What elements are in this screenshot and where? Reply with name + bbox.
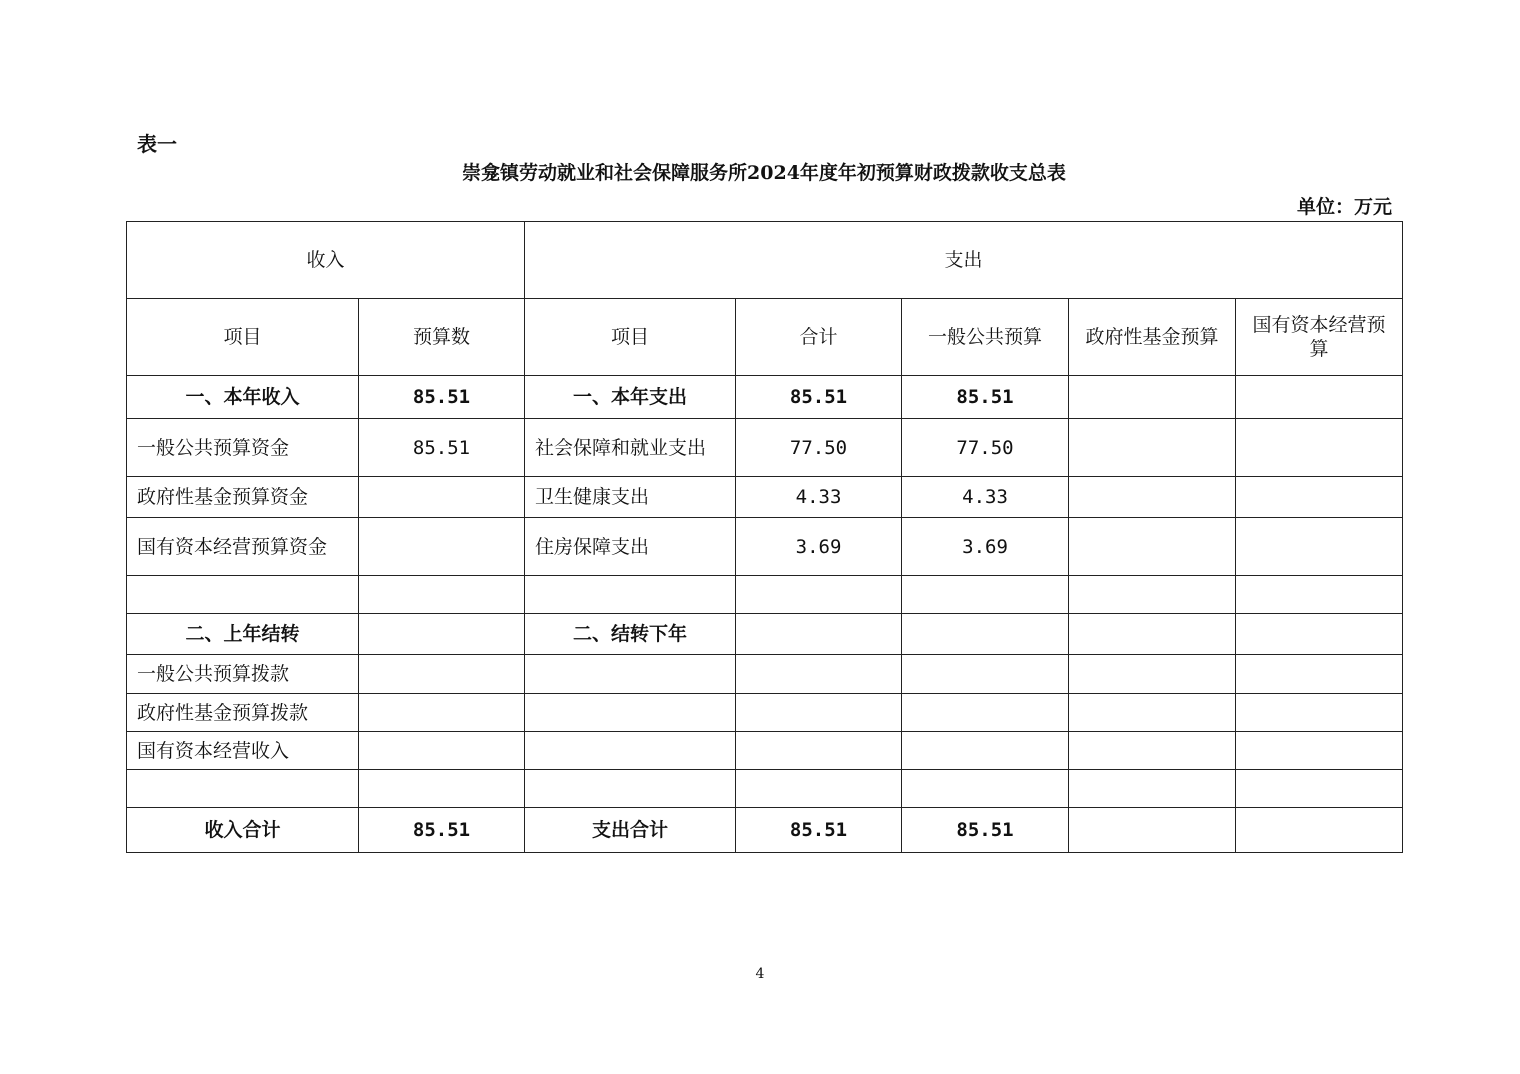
column-header: 国有资本经营预算 [1236, 299, 1403, 376]
table-cell [1236, 808, 1403, 853]
table-cell [1069, 732, 1236, 770]
table-cell: 政府性基金预算资金 [127, 477, 359, 518]
table-cell: 77.50 [736, 419, 902, 477]
table-label: 表一 [137, 132, 177, 156]
table-cell: 77.50 [902, 419, 1069, 477]
table-cell [359, 770, 525, 808]
table-cell [902, 655, 1069, 694]
table-row [127, 576, 1403, 614]
table-cell [736, 732, 902, 770]
column-header: 政府性基金预算 [1069, 299, 1236, 376]
table-cell [902, 614, 1069, 655]
table-row [127, 518, 1403, 576]
column-header: 项目 [525, 299, 736, 376]
table-row [127, 770, 1403, 808]
table-cell: 二、上年结转 [127, 614, 359, 655]
table-cell [1236, 732, 1403, 770]
table-cell [902, 576, 1069, 614]
group-header-row [127, 222, 1403, 299]
table-cell [1236, 477, 1403, 518]
table-cell: 85.51 [736, 376, 902, 419]
column-header: 预算数 [359, 299, 525, 376]
table-cell [127, 770, 359, 808]
total-row [127, 808, 1403, 853]
table-cell: 二、结转下年 [525, 614, 736, 655]
table-cell: 3.69 [902, 518, 1069, 576]
table-cell [525, 732, 736, 770]
table-cell: 住房保障支出 [525, 518, 736, 576]
table-row [127, 655, 1403, 694]
table-cell [525, 655, 736, 694]
column-header: 合计 [736, 299, 902, 376]
table-cell: 85.51 [359, 376, 525, 419]
table-cell [1069, 770, 1236, 808]
table-cell [736, 694, 902, 732]
table-cell: 85.51 [902, 808, 1069, 853]
table-cell: 政府性基金预算拨款 [127, 694, 359, 732]
unit-label: 单位：万元 [1296, 196, 1392, 218]
table-cell [1236, 614, 1403, 655]
table-cell [902, 732, 1069, 770]
table-cell: 一般公共预算资金 [127, 419, 359, 477]
document-title: 崇龛镇劳动就业和社会保障服务所2024年度年初预算财政拨款收支总表 [462, 162, 1066, 184]
table-cell: 85.51 [902, 376, 1069, 419]
table-cell [902, 694, 1069, 732]
table-row [127, 694, 1403, 732]
table-cell [525, 694, 736, 732]
table-cell [1236, 694, 1403, 732]
column-header: 一般公共预算 [902, 299, 1069, 376]
table-cell [736, 655, 902, 694]
table-row [127, 376, 1403, 419]
table-cell [359, 576, 525, 614]
table-cell [736, 614, 902, 655]
table-cell [1069, 808, 1236, 853]
table-cell: 一、本年支出 [525, 376, 736, 419]
table-cell: 85.51 [359, 419, 525, 477]
table-cell [1236, 376, 1403, 419]
table-cell: 3.69 [736, 518, 902, 576]
income-group-header: 收入 [127, 222, 525, 299]
table-cell [525, 770, 736, 808]
column-header-row [127, 299, 1403, 376]
table-cell [1069, 419, 1236, 477]
table-cell: 一般公共预算拨款 [127, 655, 359, 694]
table-cell [1069, 655, 1236, 694]
table-cell: 支出合计 [525, 808, 736, 853]
table-cell [127, 576, 359, 614]
table-cell: 社会保障和就业支出 [525, 419, 736, 477]
table-cell: 一、本年收入 [127, 376, 359, 419]
table-cell [359, 477, 525, 518]
table-cell [359, 732, 525, 770]
table-cell: 85.51 [736, 808, 902, 853]
budget-table [126, 221, 1403, 853]
table-cell [1069, 576, 1236, 614]
table-cell: 国有资本经营收入 [127, 732, 359, 770]
table-cell [1236, 655, 1403, 694]
table-cell [359, 655, 525, 694]
table-cell [902, 770, 1069, 808]
table-cell: 收入合计 [127, 808, 359, 853]
table-cell [1069, 614, 1236, 655]
table-cell [1236, 419, 1403, 477]
page-number: 4 [755, 966, 765, 982]
table-cell: 85.51 [359, 808, 525, 853]
expense-group-header: 支出 [525, 222, 1403, 299]
table-cell [525, 576, 736, 614]
table-cell [1069, 694, 1236, 732]
table-cell [359, 518, 525, 576]
table-cell [736, 576, 902, 614]
table-row [127, 477, 1403, 518]
table-cell: 国有资本经营预算资金 [127, 518, 359, 576]
table-cell [1236, 770, 1403, 808]
table-cell [1069, 477, 1236, 518]
table-cell [736, 770, 902, 808]
table-cell [359, 614, 525, 655]
table-cell: 卫生健康支出 [525, 477, 736, 518]
table-row [127, 419, 1403, 477]
table-row [127, 614, 1403, 655]
column-header: 项目 [127, 299, 359, 376]
table-cell: 4.33 [736, 477, 902, 518]
table-cell [1069, 518, 1236, 576]
table-cell [359, 694, 525, 732]
table-row [127, 732, 1403, 770]
table-cell [1236, 576, 1403, 614]
table-cell: 4.33 [902, 477, 1069, 518]
table-cell [1069, 376, 1236, 419]
table-cell [1236, 518, 1403, 576]
